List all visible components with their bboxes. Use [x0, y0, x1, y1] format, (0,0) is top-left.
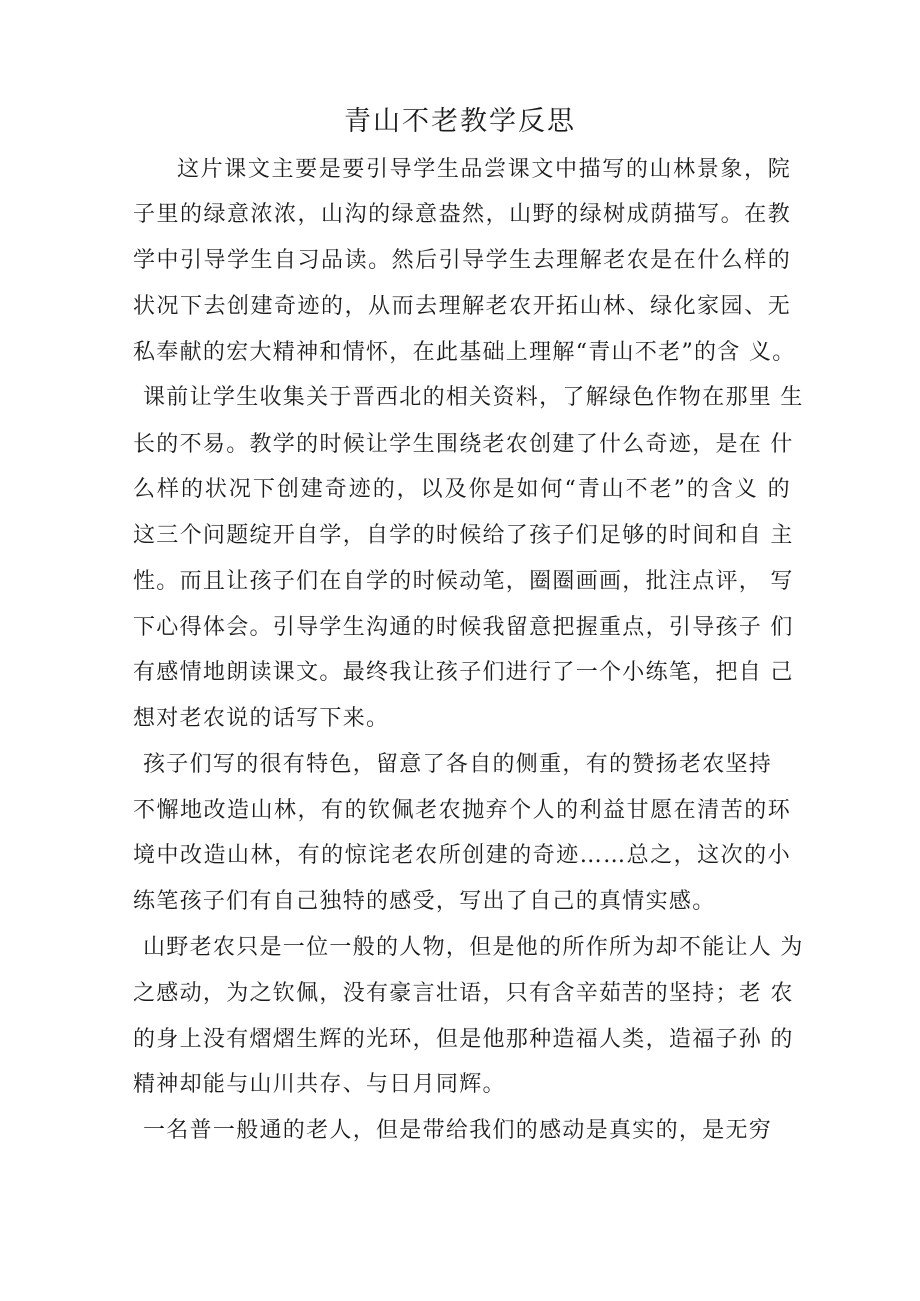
- text-line: 精神却能与山川共存、与日月同辉。: [133, 1072, 506, 1097]
- text-line: 状况下去创建奇迹的，从而去理解老农开拓山林、绿化家园、无: [133, 294, 791, 319]
- text-line: 学中引导学生自习品读。然后引导学生去理解老农是在什么样的: [133, 248, 791, 273]
- text-line: 这片课文主要是要引导学生品尝课文中描写的山林景象，院: [177, 157, 791, 182]
- text-line: 练笔孩子们有自己独特的感受，写出了自己的真情实感。: [133, 889, 716, 914]
- text-line: 子里的绿意浓浓，山沟的绿意盎然，山野的绿树成荫描写。在教: [133, 202, 791, 227]
- text-line: 想对老农说的话写下来。: [133, 706, 390, 731]
- text-line: 么样的状况下创建奇迹的，以及你是如何“青山不老”的含义 的: [133, 477, 791, 502]
- text-line: 一名普一般通的老人，但是带给我们的感动是真实的，是无穷: [143, 1118, 773, 1143]
- text-line: 孩子们写的很有特色，留意了各自的侧重，有的赞扬老农坚持: [143, 752, 773, 777]
- text-line: 下心得体会。引导学生沟通的时候我留意把握重点，引导孩子 们: [133, 615, 794, 640]
- text-line: 山野老农只是一位一般的人物，但是他的所作所为却不能让人 为: [143, 935, 804, 960]
- text-line: 私奉献的宏大精神和情怀，在此基础上理解“青山不老”的含 义。: [133, 340, 796, 365]
- text-line: 课前让学生收集关于晋西北的相关资料，了解绿色作物在那里 生: [143, 385, 804, 410]
- text-line: 这三个问题绽开自学，自学的时候给了孩子们足够的时间和自 主: [133, 523, 794, 548]
- text-line: 长的不易。教学的时候让学生围绕老农创建了什么奇迹，是在 什: [133, 432, 794, 457]
- page-title: 青山不老教学反思: [344, 106, 576, 137]
- text-line: 有感情地朗读课文。最终我让孩子们进行了一个小练笔，把自 己: [133, 660, 794, 685]
- text-line: 之感动，为之钦佩，没有豪言壮语，只有含辛茹苦的坚持；老 农: [133, 981, 794, 1006]
- text-line: 境中改造山林，有的惊诧老农所创建的奇迹……总之，这次的小: [133, 843, 791, 868]
- text-line: 的身上没有熠熠生辉的光环，但是他那种造福人类，造福子孙 的: [133, 1027, 794, 1052]
- text-line: 不懈地改造山林，有的钦佩老农抛弃个人的利益甘愿在清苦的环: [133, 798, 791, 823]
- text-line: 性。而且让孩子们在自学的时候动笔，圈圈画画，批注点评， 写: [133, 569, 794, 594]
